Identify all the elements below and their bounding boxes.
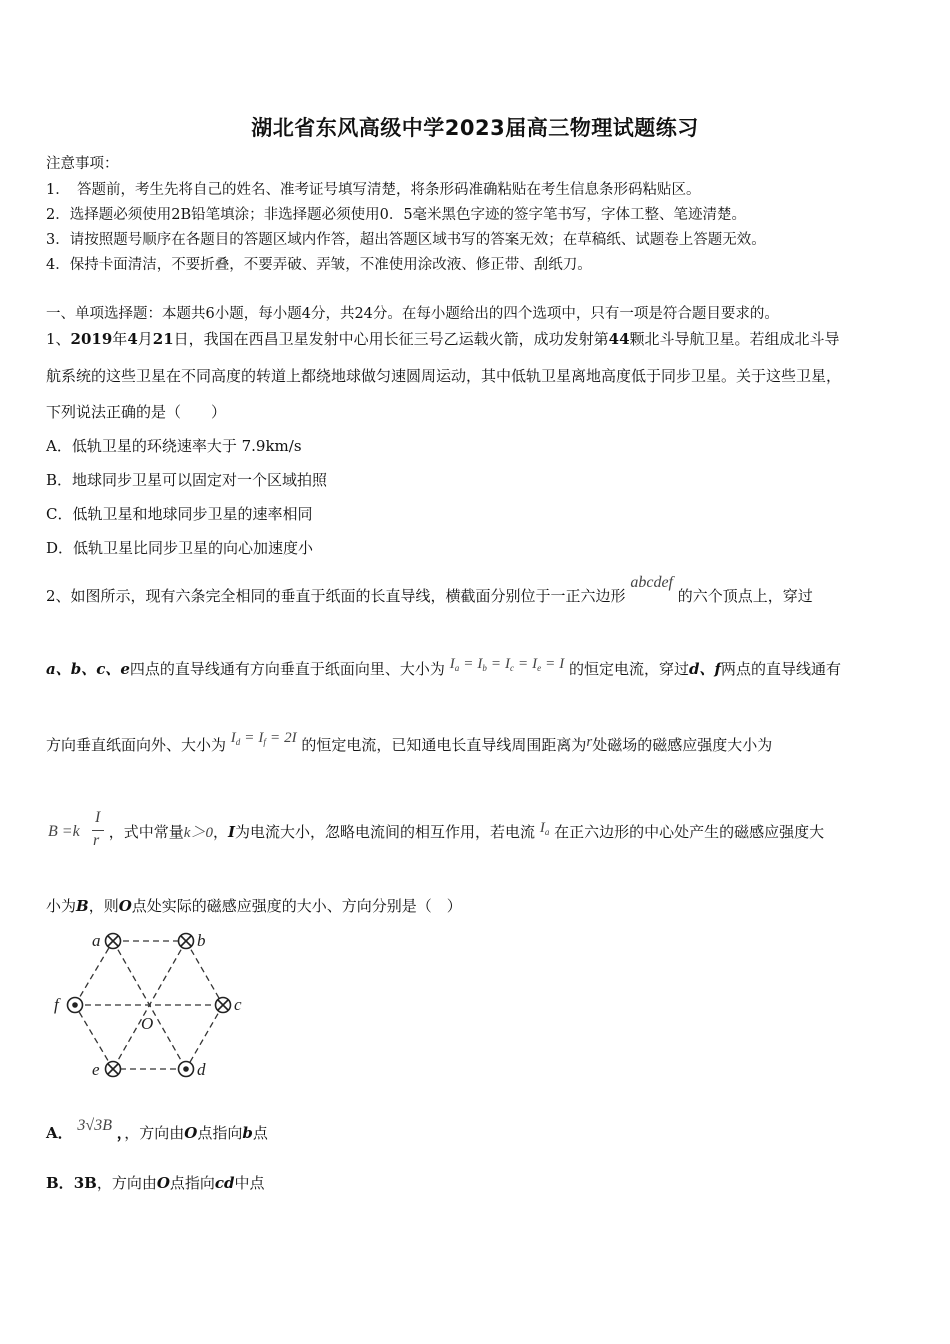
wire-into-page-icon: [106, 1062, 121, 1077]
q2-option-a[interactable]: A． 3√3B ，，方向由O点指向b点: [46, 1117, 268, 1142]
wire-into-page-icon: [179, 934, 194, 949]
q1-option-d[interactable]: D．低轨卫星比同步卫星的向心加速度小: [46, 539, 314, 557]
current-equation-abce: $I_a = I_b = I_c = I_e = I$: [449, 656, 565, 673]
notice-item: 3．请按照题号顺序在各题目的答题区域内作答，超出答题区域书写的答案无效；在草稿纸、试题卷上答题无效。: [46, 232, 766, 248]
q1-stem-line1: 1、2019年4月21日，我国在西昌卫星发射中心用长征三号乙运载火箭，成功发射第44颗北斗导航卫星。若组成北斗导: [46, 330, 840, 348]
current-equation-df: $I_d = I_f = 2I$: [230, 730, 297, 747]
q1-option-b[interactable]: B．地球同步卫星可以固定对一个区域拍照: [46, 471, 328, 489]
section-heading: 一、单项选择题：本题共6小题，每小题4分，共24分。在每小题给出的四个选项中，只有一项是符合题目要求的。: [46, 306, 779, 322]
center-label-o: O: [141, 1014, 154, 1033]
hexagon-label: abcdef: [630, 574, 673, 591]
vertex-label-e: e: [92, 1060, 100, 1079]
wire-out-of-page-icon: [68, 998, 83, 1013]
q2-option-b[interactable]: B．3B，方向由O点指向cd中点: [46, 1174, 265, 1192]
field-formula: B =k I r: [46, 811, 104, 855]
vertex-label-a: a: [92, 931, 101, 950]
q2-stem-line1: 2、如图所示，现有六条完全相同的垂直于纸面的长直导线，横截面分别位于一正六边形 abcdef 的六个顶点上，穿过: [46, 574, 813, 605]
q2-stem-line2: a、b、c、e四点的直导线通有方向垂直于纸面向里、大小为 $I_a = I_b = I_c = I_e = I$ 的恒定电流，穿过d、f两点的直导线通有: [46, 656, 841, 678]
wire-out-of-page-icon: [179, 1062, 194, 1077]
q1-stem-line3: 下列说法正确的是（ ）: [46, 403, 227, 421]
vertex-label-d: d: [197, 1060, 206, 1079]
q2-stem-line3: 方向垂直纸面向外、大小为 $I_d = I_f = 2I$ 的恒定电流，已知通电长直导线周围距离为r处磁场的磁感应强度大小为: [46, 730, 773, 754]
page-title: 湖北省东风高级中学2023届高三物理试题练习: [251, 116, 699, 140]
vertex-label-f: f: [54, 995, 59, 1014]
wire-into-page-icon: [106, 934, 121, 949]
vertex-label-c: c: [234, 995, 242, 1014]
notice-item: 2．选择题必须使用2B铅笔填涂；非选择题必须使用0．5毫米黑色字迹的签字笔书写，字体工整、笔迹清楚。: [46, 207, 747, 223]
q1-option-c[interactable]: C．低轨卫星和地球同步卫星的速率相同: [46, 505, 313, 523]
notice-heading: 注意事项：: [46, 156, 119, 172]
notice-item: 1． 答题前，考生先将自己的姓名、准考证号填写清楚，将条形码准确粘贴在考生信息条形码粘贴区。: [46, 182, 701, 198]
hexagon-figure: [48, 925, 258, 1085]
q2-stem-line5: 小为B，则O点处实际的磁感应强度的大小、方向分别是（ ）: [46, 897, 462, 915]
notice-item: 4．保持卡面清洁，不要折叠，不要弄破、弄皱，不准使用涂改液、修正带、刮纸刀。: [46, 257, 592, 273]
q1-option-a[interactable]: A．低轨卫星的环绕速率大于 7.9km/s: [46, 437, 302, 455]
q1-stem-line2: 航系统的这些卫星在不同高度的转道上都绕地球做匀速圆周运动，其中低轨卫星离地高度低于同步卫星。关于这些卫星，: [46, 367, 842, 385]
q2-stem-line4: B =k I r ，式中常量k＞0，I为电流大小，忽略电流间的相互作用，若电流 $I_a$ 在正六边形的中心处产生的磁感应强度大: [46, 811, 824, 861]
vertex-label-b: b: [197, 931, 206, 950]
wire-into-page-icon: [216, 998, 231, 1013]
